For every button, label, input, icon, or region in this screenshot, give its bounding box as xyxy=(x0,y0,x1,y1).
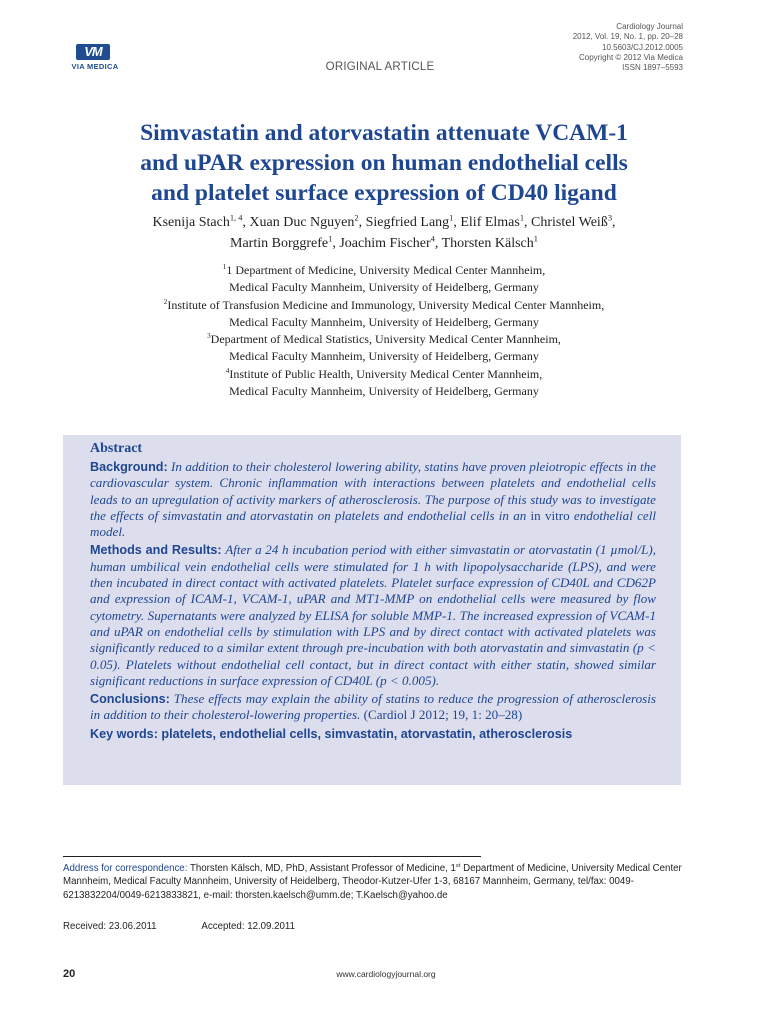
journal-doi: 10.5603/CJ.2012.0005 xyxy=(602,42,683,52)
methods-text: After a 24 h incubation period with either simvastatin or atorvastatin (1 µmol/L), human umbilical vein endothelial cells were stimulated for 1 h with lipopolysaccharide (LPS), and were then incubated in direct contact with activated platelets. Platelet surface expression of CD40L and CD62P and expression of ICAM-1, VCAM-1, uPAR and MT1-MMP on endothelial cells were measured by flow cytometry. Supernatants were analyzed by ELISA for soluble MMP-1. The increased expression of VCAM-1 and uPAR on endothelial cells by stimulation with LPS and by direct contact with activated platelets was significantly reduced to a similar extent through pre-incubation with both atorvastatin and simvastatin (p < 0.05). Platelets without endothelial cell contact, but in direct contact with either statin, showed similar significant reductions in surface expression of CD40L (p < 0.005). xyxy=(90,542,656,688)
author-affil: 1 xyxy=(328,233,333,243)
section-label: ORIGINAL ARTICLE xyxy=(325,61,435,73)
background-text-end: endothelial cell model. xyxy=(90,507,656,540)
keywords xyxy=(90,726,656,742)
author-name: Christel Weiß xyxy=(531,215,608,230)
correspondence xyxy=(63,862,683,902)
article-title xyxy=(60,118,708,208)
via-medica-logo xyxy=(62,44,128,74)
author-affil: 1 xyxy=(449,213,454,223)
author-line-2: Martin Borggrefe$^1$, Joachim Fischer$^4$, Thorsten Kälsch$^1$ xyxy=(230,233,538,251)
author-affil: 1, 4 xyxy=(229,213,243,223)
affil-text: Department of Medical Statistics, University Medical Center Mannheim, xyxy=(210,332,561,347)
author-affil: 1 xyxy=(519,213,525,223)
title-line-1: Simvastatin and atorvastatin attenuate VCAM-1 xyxy=(140,120,628,146)
journal-meta xyxy=(573,22,683,73)
affiliation-1 xyxy=(60,262,708,279)
author-affil: 2 xyxy=(354,213,359,223)
journal-volume: 2012, Vol. 19, No. 1, pp. 20–28 xyxy=(572,32,683,42)
keywords-list: platelets, endothelial cells, simvastatin, atorvastatin, atherosclerosis xyxy=(161,726,573,741)
author-name: Elif Elmas xyxy=(460,215,520,230)
abstract-box xyxy=(63,435,681,785)
background-text: In addition to their cholesterol lowering ability, statins have proven pleiotropic effects in the cardiovascular system. Chronic inflammation with interactions between platelets and endothelial cells leads to an upregulation of activity markers of atherosclerosis. The purpose of this study was to investigate the effects of simvastatin and atorvastatin on platelets and endothelial cells in an xyxy=(90,459,656,523)
citation: (Cardiol J 2012; 19, 1: 20–28) xyxy=(363,707,523,723)
journal-name: Cardiology Journal xyxy=(616,22,683,31)
abstract-content xyxy=(90,440,656,742)
author-affil: 3 xyxy=(607,213,613,223)
keywords-label: Key words: xyxy=(90,726,158,741)
logo-mark: VM xyxy=(76,44,110,60)
conclusions-text: These effects may explain the ability of statins to reduce the progression of atherosclerosis in addition to their cholesterol-lowering properties. xyxy=(90,691,656,723)
author-line-1: Ksenija Stach$^{1, 4}$, Xuan Duc Nguyen$^2$, Siegfried Lang$^1$, Elif Elmas$^1$, Christel Weiß$^3$, xyxy=(152,213,616,230)
article-dates xyxy=(63,921,295,932)
affil-num: 2 xyxy=(163,297,168,306)
abstract-methods xyxy=(90,542,656,689)
affil-text: Institute of Transfusion Medicine and Immunology, University Medical Center Mannheim, xyxy=(167,297,605,312)
title-line-3: and platelet surface expression of CD40 ligand xyxy=(151,180,617,206)
affil-text: Institute of Public Health, University Medical Center Mannheim, xyxy=(229,366,543,381)
page-number: 20 xyxy=(63,968,76,980)
accepted-date: Accepted: 12.09.2011 xyxy=(201,921,295,932)
abstract-conclusions xyxy=(90,691,656,724)
methods-label: Methods and Results: xyxy=(90,543,222,558)
affiliation-1-cont: Medical Faculty Mannheim, University of Heidelberg, Germany xyxy=(229,280,539,295)
affil-text: 1 Department of Medicine, University Medical Center Mannheim, xyxy=(226,263,546,277)
correspondence-sup: st xyxy=(455,862,461,869)
affil-num: 3 xyxy=(207,332,211,341)
journal-issn: ISSN 1897–5593 xyxy=(622,63,683,73)
affiliations xyxy=(60,262,708,400)
author-list xyxy=(60,213,708,254)
abstract-heading: Abstract xyxy=(90,441,143,456)
affil-num: 1 xyxy=(222,263,227,271)
author-name: Thorsten Kälsch xyxy=(441,235,534,251)
author-name: Siegfried Lang xyxy=(365,215,450,230)
background-label: Background: xyxy=(90,460,168,474)
correspondence-text-cont: Department of Medicine, University Medical Center Mannheim, Medical Faculty Mannheim, University of Heidelberg, Theodor-Kutzer-Ufer 1-3, 68167 Mannheim, Germany, tel/fax: 0049-6213832204/0049-6213833821, e-mail: thorsten.kaelsch@umm.de; T.Kaelsch@yahoo.de xyxy=(63,863,682,901)
footnote-rule xyxy=(63,856,481,857)
affiliation-4 xyxy=(60,366,708,383)
affiliation-4-cont: Medical Faculty Mannheim, University of Heidelberg, Germany xyxy=(229,384,539,399)
correspondence-label: Address for correspondence: xyxy=(63,863,188,874)
logo-text: VIA MEDICA xyxy=(71,62,119,71)
affiliation-3-cont: Medical Faculty Mannheim, University of Heidelberg, Germany xyxy=(229,349,539,364)
affiliation-2-cont: Medical Faculty Mannheim, University of Heidelberg, Germany xyxy=(229,314,539,329)
background-in-vitro: in vitro xyxy=(530,507,570,523)
author-name: Martin Borggrefe xyxy=(230,235,329,251)
abstract-background xyxy=(90,459,656,540)
affil-num: 4 xyxy=(225,366,230,375)
conclusions-label: Conclusions: xyxy=(90,692,170,707)
title-line-2: and uPAR expression on human endothelial cells xyxy=(140,150,628,176)
received-date: Received: 23.06.2011 xyxy=(63,921,157,932)
affiliation-3 xyxy=(60,331,708,348)
author-name: Xuan Duc Nguyen xyxy=(249,215,355,230)
author-name: Joachim Fischer xyxy=(339,235,431,251)
journal-copyright: Copyright © 2012 Via Medica xyxy=(578,52,683,62)
affiliation-2 xyxy=(60,297,708,314)
author-affil: 4 xyxy=(430,233,435,243)
author-affil: 1 xyxy=(533,233,538,243)
journal-website: www.cardiologyjournal.org xyxy=(336,969,436,979)
correspondence-text: Thorsten Kälsch, MD, PhD, Assistant Professor of Medicine, 1 xyxy=(189,863,456,874)
author-name: Ksenija Stach xyxy=(152,215,230,230)
